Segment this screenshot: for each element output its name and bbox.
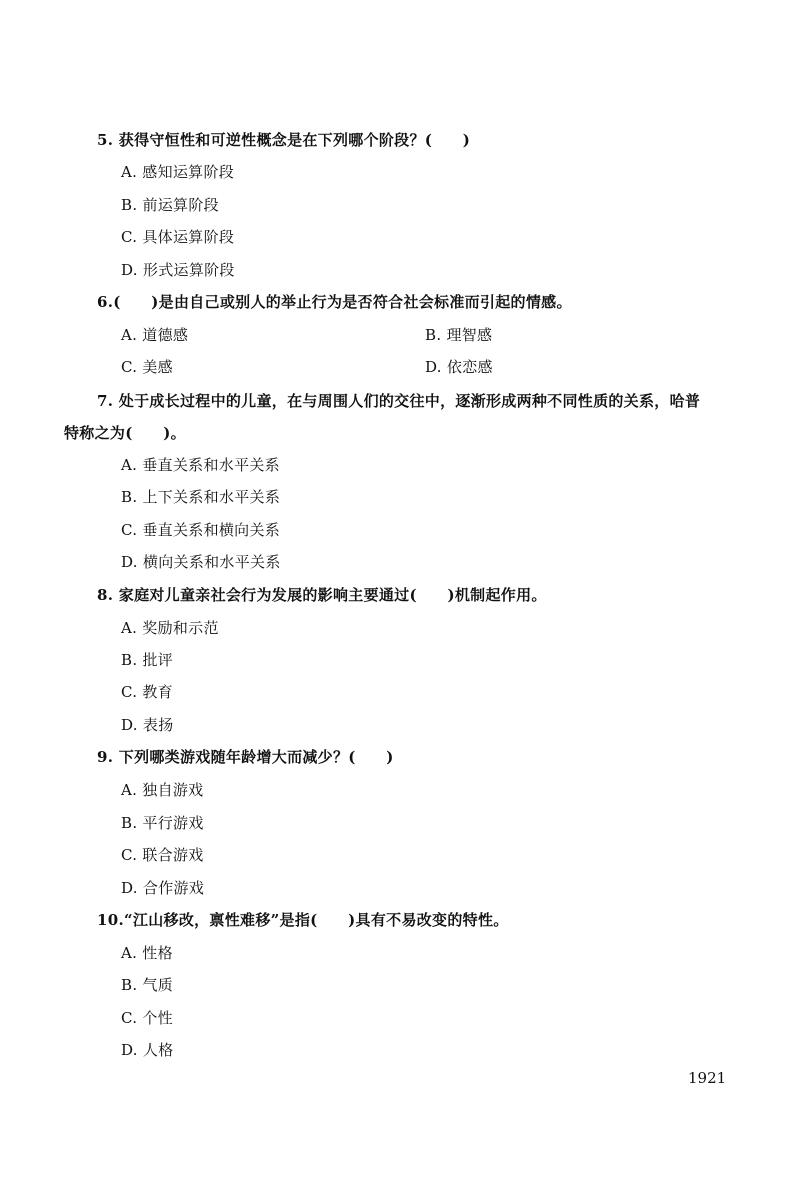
question-5-option-a: A. 感知运算阶段 bbox=[121, 163, 235, 181]
question-6-option-c: C. 美感 bbox=[121, 358, 173, 376]
question-8-option-d: D. 表扬 bbox=[121, 716, 174, 734]
question-7-stem-line2: 特称之为( )。 bbox=[64, 424, 186, 442]
question-7-option-a: A. 垂直关系和水平关系 bbox=[121, 456, 280, 474]
question-8-option-c: C. 教育 bbox=[121, 683, 173, 701]
question-10-stem: 10.“江山移改，禀性难移”是指( )具有不易改变的特性。 bbox=[97, 911, 509, 929]
question-7-stem-line1: 7. 处于成长过程中的儿童，在与周围人们的交往中，逐渐形成两种不同性质的关系，哈普 bbox=[97, 392, 701, 410]
question-7-option-b: B. 上下关系和水平关系 bbox=[121, 488, 281, 506]
question-10-option-a: A. 性格 bbox=[121, 944, 173, 962]
question-9-option-c: C. 联合游戏 bbox=[121, 846, 204, 864]
question-9-stem: 9. 下列哪类游戏随年龄增大而减少？( ) bbox=[97, 748, 394, 766]
question-5-option-c: C. 具体运算阶段 bbox=[121, 228, 235, 246]
page-number: 1921 bbox=[688, 1069, 727, 1087]
question-9-option-a: A. 独自游戏 bbox=[121, 781, 204, 799]
question-6-option-b: B. 理智感 bbox=[425, 326, 493, 344]
question-10-option-d: D. 人格 bbox=[121, 1041, 174, 1059]
question-7-option-c: C. 垂直关系和横向关系 bbox=[121, 521, 281, 539]
question-5-option-b: B. 前运算阶段 bbox=[121, 196, 219, 214]
question-9-option-b: B. 平行游戏 bbox=[121, 814, 204, 832]
question-10-option-c: C. 个性 bbox=[121, 1009, 173, 1027]
question-6-option-d: D. 依恋感 bbox=[425, 358, 493, 376]
question-5-stem: 5. 获得守恒性和可逆性概念是在下列哪个阶段？( ) bbox=[97, 131, 471, 149]
question-6-stem: 6.( )是由自己或别人的举止行为是否符合社会标准而引起的情感。 bbox=[97, 293, 572, 311]
question-9-option-d: D. 合作游戏 bbox=[121, 879, 205, 897]
question-8-option-a: A. 奖励和示范 bbox=[121, 619, 219, 637]
question-6-option-a: A. 道德感 bbox=[121, 326, 189, 344]
question-8-stem: 8. 家庭对儿童亲社会行为发展的影响主要通过( )机制起作用。 bbox=[97, 586, 547, 604]
question-8-option-b: B. 批评 bbox=[121, 651, 174, 669]
question-5-option-d: D. 形式运算阶段 bbox=[121, 261, 235, 279]
question-10-option-b: B. 气质 bbox=[121, 976, 174, 994]
question-7-option-d: D. 横向关系和水平关系 bbox=[121, 553, 281, 571]
